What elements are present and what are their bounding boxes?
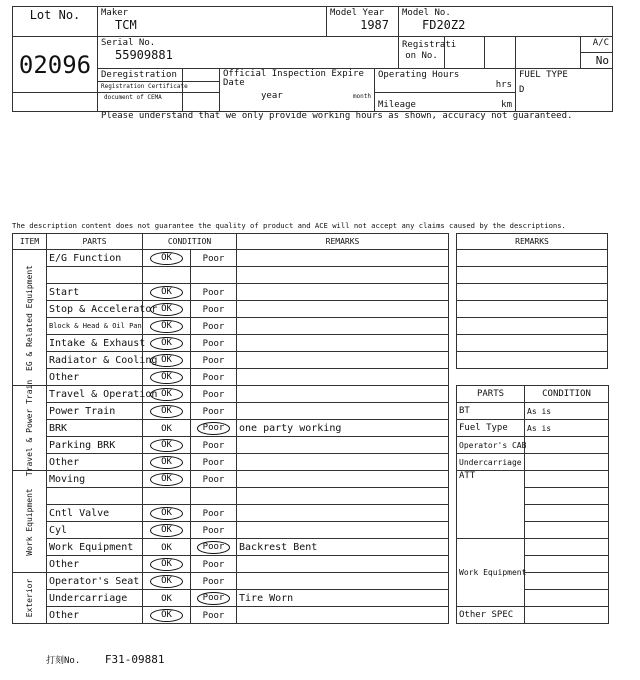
bt-label: BT bbox=[457, 403, 525, 420]
operating-hours-label: Operating Hours bbox=[378, 70, 460, 80]
fuel-type-value: D bbox=[519, 85, 525, 95]
poor-mark: Poor bbox=[202, 253, 225, 264]
group-label bbox=[13, 250, 47, 386]
ok-mark: OK bbox=[150, 286, 183, 299]
ok-cell bbox=[143, 573, 191, 590]
bt-value: As is bbox=[525, 403, 609, 420]
poor-cell bbox=[191, 505, 237, 522]
table-row bbox=[13, 471, 449, 488]
remark-cell bbox=[237, 403, 449, 420]
ok-cell bbox=[143, 556, 191, 573]
ok-mark: OK bbox=[150, 439, 183, 452]
model-no-value: FD20Z2 bbox=[422, 18, 466, 32]
right-col-parts: PARTS bbox=[457, 386, 525, 403]
poor-mark: Poor bbox=[202, 321, 225, 332]
poor-cell bbox=[191, 420, 237, 437]
remark-cell bbox=[237, 437, 449, 454]
att-label: ATT bbox=[457, 471, 525, 539]
operating-hours-cell bbox=[375, 69, 516, 93]
lot-bottom-spacer bbox=[13, 93, 98, 112]
ok-cell bbox=[143, 267, 191, 284]
registration-value-3 bbox=[516, 37, 581, 69]
table-row bbox=[13, 522, 449, 539]
poor-cell bbox=[191, 607, 237, 624]
part-name: Radiator & Cooling bbox=[47, 352, 143, 369]
remark-cell: Tire Worn bbox=[237, 590, 449, 607]
right-remarks-row bbox=[457, 352, 608, 369]
part-name: Operator's Seat bbox=[47, 573, 143, 590]
deregistration-label: Deregistration bbox=[98, 69, 183, 82]
ok-mark: OK bbox=[150, 337, 183, 350]
poor-cell bbox=[191, 318, 237, 335]
poor-mark: Poor bbox=[202, 457, 225, 468]
poor-mark: Poor bbox=[202, 287, 225, 298]
right-remarks-row bbox=[457, 250, 608, 267]
fuel-value: As is bbox=[525, 420, 609, 437]
stamp-value: F31-09881 bbox=[104, 653, 165, 666]
maker-cell bbox=[98, 7, 327, 37]
ok-mark: OK bbox=[150, 354, 183, 367]
ok-mark: OK bbox=[150, 405, 183, 418]
poor-cell bbox=[191, 522, 237, 539]
remark-cell bbox=[237, 352, 449, 369]
part-name: Block & Head & Oil Pan bbox=[47, 318, 143, 335]
cema-label: document of CEMA bbox=[98, 93, 183, 112]
remark-cell bbox=[237, 369, 449, 386]
ok-mark: OK bbox=[161, 423, 172, 434]
table-row bbox=[13, 267, 449, 284]
poor-mark: Poor bbox=[202, 440, 225, 451]
table-row bbox=[13, 284, 449, 301]
remark-cell bbox=[237, 556, 449, 573]
table-row bbox=[13, 539, 449, 556]
part-name: Other bbox=[47, 454, 143, 471]
part-name: Work Equipment bbox=[47, 539, 143, 556]
work-equipment-value bbox=[525, 573, 609, 590]
table-row bbox=[13, 386, 449, 403]
deregistration-value bbox=[183, 69, 220, 82]
ok-mark: OK bbox=[150, 609, 183, 622]
poor-mark: Poor bbox=[202, 372, 225, 383]
table-row bbox=[13, 335, 449, 352]
ok-cell bbox=[143, 505, 191, 522]
part-name: Power Train bbox=[47, 403, 143, 420]
model-year-cell bbox=[327, 7, 399, 37]
group-label bbox=[13, 573, 47, 624]
cema-value bbox=[183, 93, 220, 112]
ok-cell bbox=[143, 522, 191, 539]
att-value bbox=[525, 505, 609, 522]
ac-label: A/C bbox=[581, 37, 612, 53]
ok-mark: OK bbox=[150, 524, 183, 537]
ok-cell bbox=[143, 437, 191, 454]
undercarriage-label: Undercarriage bbox=[457, 454, 525, 471]
table-row bbox=[13, 488, 449, 505]
part-name: Travel & Operation bbox=[47, 386, 143, 403]
remark-cell bbox=[237, 386, 449, 403]
col-remarks: REMARKS bbox=[237, 234, 449, 250]
poor-cell bbox=[191, 386, 237, 403]
table-row bbox=[13, 318, 449, 335]
poor-cell bbox=[191, 437, 237, 454]
work-equipment-label: Work Equipment bbox=[457, 539, 525, 607]
ok-mark: OK bbox=[150, 507, 183, 520]
remark-cell bbox=[237, 607, 449, 624]
right-remarks-title: REMARKS bbox=[457, 234, 608, 250]
ok-cell bbox=[143, 607, 191, 624]
remark-cell bbox=[237, 488, 449, 505]
undercarriage-value bbox=[525, 454, 609, 471]
registration-certificate-value bbox=[183, 82, 220, 93]
att-value bbox=[525, 471, 609, 488]
group-name: Travel & Power Train bbox=[24, 379, 34, 477]
ok-cell bbox=[143, 471, 191, 488]
ok-cell bbox=[143, 284, 191, 301]
model-year-label: Model Year bbox=[330, 8, 385, 18]
hrs-label: hrs bbox=[495, 80, 512, 90]
ok-mark: OK bbox=[150, 575, 183, 588]
right-remarks-row bbox=[457, 267, 608, 284]
cab-value bbox=[525, 437, 609, 454]
poor-cell bbox=[191, 471, 237, 488]
poor-cell bbox=[191, 250, 237, 267]
poor-cell bbox=[191, 454, 237, 471]
other-spec-label: Other SPEC bbox=[457, 607, 525, 624]
cab-label: Operator's CAB bbox=[457, 437, 525, 454]
right-remarks-table bbox=[456, 233, 608, 369]
inspection-cell bbox=[220, 69, 375, 112]
poor-mark: Poor bbox=[202, 389, 225, 400]
table-row bbox=[13, 352, 449, 369]
poor-mark: Poor bbox=[202, 525, 225, 536]
part-name: Parking BRK bbox=[47, 437, 143, 454]
poor-mark: Poor bbox=[202, 406, 225, 417]
part-name: BRK bbox=[47, 420, 143, 437]
lot-label: Lot No. bbox=[13, 7, 98, 37]
poor-cell bbox=[191, 488, 237, 505]
part-name bbox=[47, 488, 143, 505]
col-parts: PARTS bbox=[47, 234, 143, 250]
poor-cell bbox=[191, 267, 237, 284]
remark-cell bbox=[237, 505, 449, 522]
hours-notice: Please understand that we only provide working hours as shown, accuracy not guaranteed. bbox=[101, 111, 573, 121]
table-row bbox=[13, 437, 449, 454]
ok-cell bbox=[143, 590, 191, 607]
fuel-type-label: FUEL TYPE bbox=[519, 70, 568, 80]
poor-cell bbox=[191, 590, 237, 607]
remark-cell bbox=[237, 522, 449, 539]
poor-cell bbox=[191, 369, 237, 386]
poor-mark: Poor bbox=[197, 592, 231, 605]
mileage-cell bbox=[375, 93, 516, 112]
att-value bbox=[525, 488, 609, 505]
fuel-type-cell bbox=[516, 69, 613, 112]
group-name: EG & Related Equipment bbox=[24, 264, 34, 371]
ok-mark: OK bbox=[161, 593, 172, 604]
poor-mark: Poor bbox=[202, 576, 225, 587]
ok-cell bbox=[143, 420, 191, 437]
ok-mark: OK bbox=[150, 320, 183, 333]
fuel-label: Fuel Type bbox=[457, 420, 525, 437]
remark-cell bbox=[237, 318, 449, 335]
inspection-label: Official Inspection Expire Date bbox=[223, 69, 364, 88]
poor-mark: Poor bbox=[202, 474, 225, 485]
ok-cell bbox=[143, 301, 191, 318]
part-name: Undercarriage bbox=[47, 590, 143, 607]
part-name: Other bbox=[47, 556, 143, 573]
group-label bbox=[13, 471, 47, 573]
poor-mark: Poor bbox=[202, 304, 225, 315]
poor-cell bbox=[191, 403, 237, 420]
remark-cell bbox=[237, 250, 449, 267]
poor-mark: Poor bbox=[202, 338, 225, 349]
ok-mark: OK bbox=[161, 542, 172, 553]
ac-value: No bbox=[595, 54, 610, 67]
right-remarks-row bbox=[457, 318, 608, 335]
table-row bbox=[13, 369, 449, 386]
part-name: Cntl Valve bbox=[47, 505, 143, 522]
poor-mark: Poor bbox=[202, 610, 225, 621]
poor-cell bbox=[191, 556, 237, 573]
remark-cell bbox=[237, 335, 449, 352]
lot-number: 02096 bbox=[13, 37, 98, 93]
model-no-label: Model No. bbox=[402, 8, 451, 18]
km-label: km bbox=[501, 100, 512, 110]
poor-cell bbox=[191, 539, 237, 556]
part-name: Cyl bbox=[47, 522, 143, 539]
serial-label: Serial No. bbox=[101, 38, 156, 48]
ok-cell bbox=[143, 403, 191, 420]
ok-cell bbox=[143, 488, 191, 505]
group-label bbox=[13, 379, 47, 477]
col-item: ITEM bbox=[13, 234, 47, 250]
ok-cell bbox=[143, 318, 191, 335]
ok-cell bbox=[143, 386, 191, 403]
remark-cell bbox=[237, 471, 449, 488]
description-notice: The description content does not guarantee the quality of product and ACE will not accept any claims caused by the descriptions. bbox=[12, 221, 566, 230]
registration-label: Registrati on No. bbox=[402, 40, 457, 61]
year-label: year bbox=[261, 91, 283, 101]
model-no-cell bbox=[399, 7, 613, 37]
ok-mark: OK bbox=[150, 456, 183, 469]
poor-cell bbox=[191, 335, 237, 352]
remark-cell bbox=[237, 454, 449, 471]
serial-value: 55909881 bbox=[115, 48, 173, 62]
maker-value: TCM bbox=[115, 18, 137, 32]
poor-cell bbox=[191, 352, 237, 369]
ok-cell bbox=[143, 352, 191, 369]
serial-cell bbox=[98, 37, 399, 69]
ok-mark: OK bbox=[150, 371, 183, 384]
condition-table bbox=[12, 233, 449, 624]
right-col-condition: CONDITION bbox=[525, 386, 609, 403]
table-row bbox=[13, 301, 449, 318]
ok-mark: OK bbox=[150, 473, 183, 486]
att-value bbox=[525, 522, 609, 539]
poor-cell bbox=[191, 284, 237, 301]
registration-value-2 bbox=[485, 37, 516, 69]
part-name: Stop & Accelerator bbox=[47, 301, 143, 318]
ok-mark: OK bbox=[150, 388, 183, 401]
table-row bbox=[13, 556, 449, 573]
table-row bbox=[13, 250, 449, 267]
remark-cell bbox=[237, 301, 449, 318]
right-remarks-row bbox=[457, 284, 608, 301]
poor-mark: Poor bbox=[202, 355, 225, 366]
table-row bbox=[13, 573, 449, 590]
group-name: Work Equipment bbox=[24, 487, 34, 556]
group-name: Exterior bbox=[24, 578, 34, 618]
right-remarks-row bbox=[457, 301, 608, 318]
ac-cell bbox=[581, 37, 613, 69]
part-name bbox=[47, 267, 143, 284]
work-equipment-value bbox=[525, 539, 609, 556]
footer bbox=[46, 653, 165, 666]
work-equipment-value bbox=[525, 590, 609, 607]
right-remarks-row bbox=[457, 335, 608, 352]
table-row bbox=[13, 454, 449, 471]
poor-mark: Poor bbox=[197, 422, 231, 435]
ok-cell bbox=[143, 369, 191, 386]
part-name: E/G Function bbox=[47, 250, 143, 267]
part-name: Intake & Exhaust bbox=[47, 335, 143, 352]
mileage-label: Mileage bbox=[378, 100, 416, 110]
ok-cell bbox=[143, 539, 191, 556]
ok-mark: OK bbox=[150, 303, 183, 316]
work-equipment-value bbox=[525, 556, 609, 573]
table-row bbox=[13, 420, 449, 437]
remark-cell bbox=[237, 284, 449, 301]
month-label: month bbox=[352, 93, 371, 100]
part-name: Moving bbox=[47, 471, 143, 488]
other-spec-value bbox=[525, 607, 609, 624]
ok-mark: OK bbox=[150, 558, 183, 571]
part-name: Other bbox=[47, 607, 143, 624]
table-row bbox=[13, 590, 449, 607]
right-parts-table bbox=[456, 385, 609, 624]
ok-cell bbox=[143, 335, 191, 352]
table-row bbox=[13, 403, 449, 420]
poor-cell bbox=[191, 573, 237, 590]
poor-mark: Poor bbox=[202, 559, 225, 570]
remark-cell bbox=[237, 267, 449, 284]
stamp-label: 打刻No. bbox=[46, 656, 81, 666]
remark-cell: Backrest Bent bbox=[237, 539, 449, 556]
poor-cell bbox=[191, 301, 237, 318]
ok-mark: OK bbox=[150, 252, 183, 265]
col-condition: CONDITION bbox=[143, 234, 237, 250]
part-name: Start bbox=[47, 284, 143, 301]
ok-cell bbox=[143, 250, 191, 267]
poor-mark: Poor bbox=[197, 541, 231, 554]
table-row bbox=[13, 505, 449, 522]
registration-certificate-label: Registration Certificate bbox=[98, 82, 183, 93]
remark-cell: one party working bbox=[237, 420, 449, 437]
table-row bbox=[13, 607, 449, 624]
model-year-value: 1987 bbox=[360, 18, 389, 32]
part-name: Other bbox=[47, 369, 143, 386]
registration-cell bbox=[399, 37, 457, 69]
header-table bbox=[12, 6, 613, 112]
ok-cell bbox=[143, 454, 191, 471]
poor-mark: Poor bbox=[202, 508, 225, 519]
remark-cell bbox=[237, 573, 449, 590]
maker-label: Maker bbox=[101, 8, 129, 18]
